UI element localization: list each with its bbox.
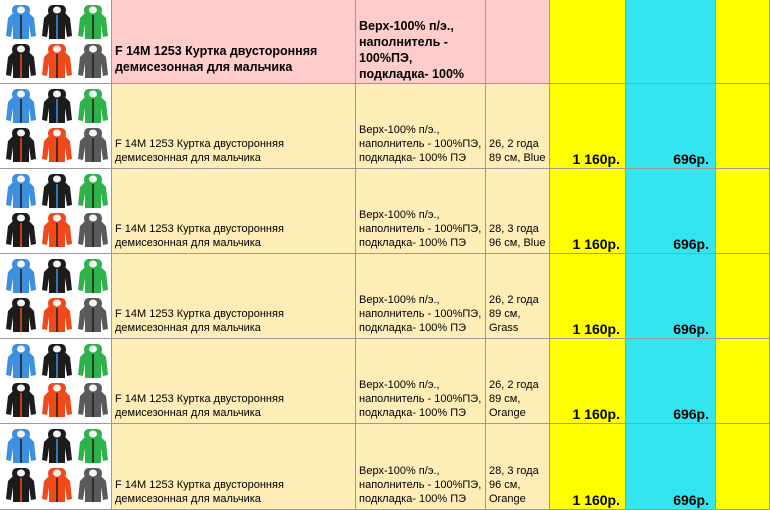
price2-text: 696р. [673, 492, 709, 508]
header-price1-cell[interactable] [550, 0, 626, 84]
name-cell[interactable] [112, 254, 356, 339]
price1-text: 1 160р. [572, 406, 620, 422]
composition-text: Верх-100% п/э., наполнитель - 100%ПЭ, подкладка- 100% ПЭ [359, 379, 482, 419]
size-cell[interactable] [486, 84, 550, 169]
product-image-cell [0, 424, 112, 510]
size-text: 26, 2 года 89 см, Blue [489, 138, 546, 164]
jacket-thumbnail-icon [2, 341, 110, 421]
price1-text: 1 160р. [572, 492, 620, 508]
name-cell[interactable] [112, 339, 356, 424]
product-image-cell [0, 84, 112, 169]
table-row [0, 339, 770, 424]
name-cell[interactable] [112, 169, 356, 254]
size-text: 28, 3 года 96 см, Blue [489, 223, 546, 249]
name-cell[interactable] [112, 84, 356, 169]
price1-cell[interactable] [550, 169, 626, 254]
price1-cell[interactable] [550, 339, 626, 424]
jacket-thumbnail-icon [2, 426, 110, 506]
jacket-thumbnail-icon [2, 171, 110, 251]
price3-cell[interactable] [716, 424, 770, 510]
header-row [0, 0, 770, 84]
name-text: F 14M 1253 Куртка двусторонняя демисезонная для мальчика [115, 223, 284, 249]
product-image-cell [0, 169, 112, 254]
name-text: F 14M 1253 Куртка двусторонняя демисезонная для мальчика [115, 138, 284, 164]
size-cell[interactable] [486, 339, 550, 424]
composition-cell[interactable] [356, 424, 486, 510]
jacket-thumbnail-icon [2, 2, 110, 82]
name-text: F 14M 1253 Куртка двусторонняя демисезонная для мальчика [115, 479, 284, 505]
composition-cell[interactable] [356, 169, 486, 254]
header-price2-cell[interactable] [626, 0, 716, 84]
composition-cell[interactable] [356, 84, 486, 169]
price3-cell[interactable] [716, 169, 770, 254]
price3-cell[interactable] [716, 254, 770, 339]
price2-text: 696р. [673, 406, 709, 422]
header-size-cell[interactable] [486, 0, 550, 84]
size-text: 26, 2 года 89 см, Grass [489, 294, 539, 334]
composition-cell[interactable] [356, 339, 486, 424]
table-row [0, 254, 770, 339]
table-row [0, 169, 770, 254]
price1-text: 1 160р. [572, 321, 620, 337]
composition-text: Верх-100% п/э., наполнитель - 100%ПЭ, подкладка- 100% ПЭ [359, 209, 482, 249]
header-composition-cell[interactable] [356, 0, 486, 84]
name-text: F 14M 1253 Куртка двусторонняя демисезонная для мальчика [115, 393, 284, 419]
jacket-thumbnail-icon [2, 256, 110, 336]
price1-text: 1 160р. [572, 151, 620, 167]
price2-cell[interactable] [626, 169, 716, 254]
price2-text: 696р. [673, 151, 709, 167]
price1-cell[interactable] [550, 84, 626, 169]
price2-text: 696р. [673, 236, 709, 252]
header-name-text: F 14M 1253 Куртка двусторонняя демисезонная для мальчика [115, 44, 318, 74]
price2-cell[interactable] [626, 424, 716, 510]
price1-cell[interactable] [550, 254, 626, 339]
composition-text: Верх-100% п/э., наполнитель - 100%ПЭ, подкладка- 100% ПЭ [359, 465, 482, 505]
composition-cell[interactable] [356, 254, 486, 339]
table-row [0, 424, 770, 510]
product-image-cell [0, 0, 112, 84]
price2-text: 696р. [673, 321, 709, 337]
size-cell[interactable] [486, 424, 550, 510]
price2-cell[interactable] [626, 254, 716, 339]
price3-cell[interactable] [716, 339, 770, 424]
header-price3-cell[interactable] [716, 0, 770, 84]
price2-cell[interactable] [626, 84, 716, 169]
name-cell[interactable] [112, 424, 356, 510]
price1-cell[interactable] [550, 424, 626, 510]
price1-text: 1 160р. [572, 236, 620, 252]
name-text: F 14M 1253 Куртка двусторонняя демисезонная для мальчика [115, 308, 284, 334]
composition-text: Верх-100% п/э., наполнитель - 100%ПЭ, подкладка- 100% ПЭ [359, 124, 482, 164]
size-cell[interactable] [486, 169, 550, 254]
header-composition-text: Верх-100% п/э., наполнитель - 100%ПЭ, подкладка- 100% [359, 19, 465, 81]
product-image-cell [0, 339, 112, 424]
size-cell[interactable] [486, 254, 550, 339]
price3-cell[interactable] [716, 84, 770, 169]
size-text: 26, 2 года 89 см, Orange [489, 379, 539, 419]
jacket-thumbnail-icon [2, 86, 110, 166]
table-row [0, 84, 770, 169]
header-name-cell[interactable] [112, 0, 356, 84]
size-text: 28, 3 года 96 см, Orange [489, 465, 539, 505]
product-image-cell [0, 254, 112, 339]
price2-cell[interactable] [626, 339, 716, 424]
composition-text: Верх-100% п/э., наполнитель - 100%ПЭ, подкладка- 100% ПЭ [359, 294, 482, 334]
